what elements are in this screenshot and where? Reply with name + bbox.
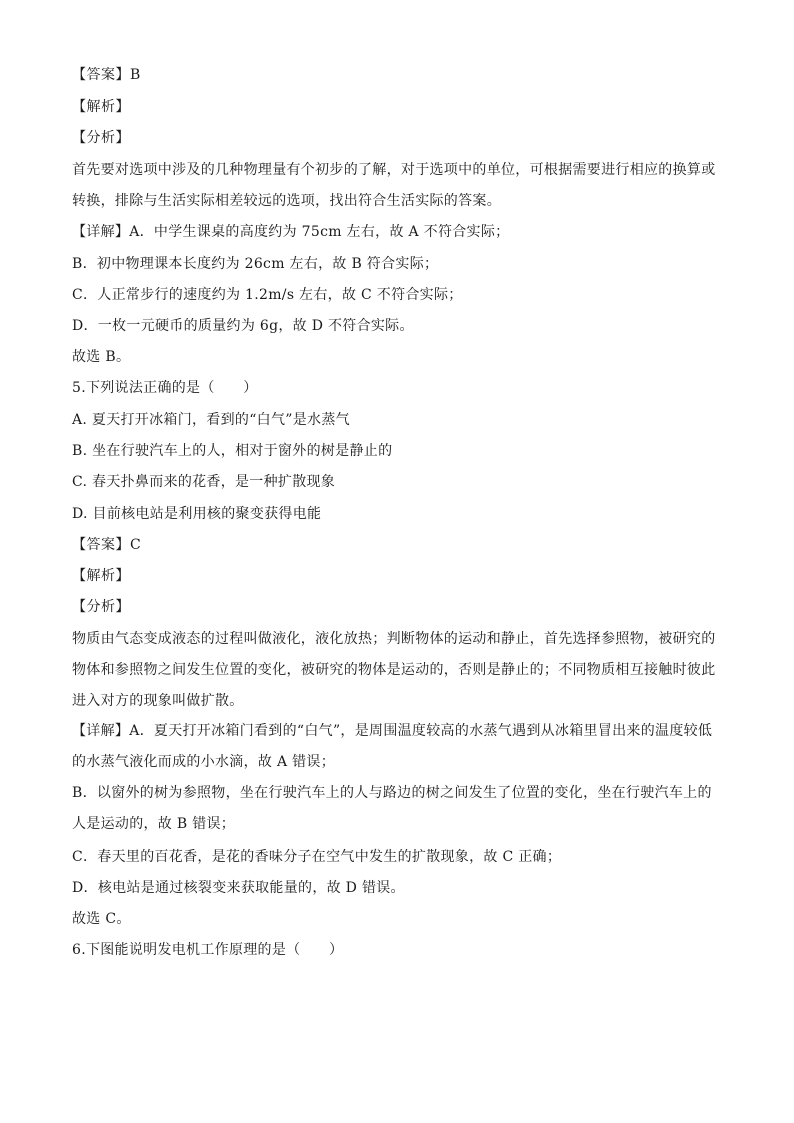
q5-option-d: D. 目前核电站是利用核的聚变获得电能 [72, 506, 322, 522]
q4-fenxi-label: 【分析】 [72, 130, 130, 146]
q4-detail-a: 【详解】A．中学生课桌的高度约为 75cm 左右，故 A 不符合实际； [72, 224, 510, 240]
q5-detail-c: C．春天里的百花香，是花的香味分子在空气中发生的扩散现象，故 C 正确； [72, 849, 562, 865]
q4-conclusion: 故选 B。 [72, 349, 131, 365]
q5-option-c: C. 春天扑鼻而来的花香，是一种扩散现象 [72, 474, 336, 490]
q4-answer: 【答案】B [72, 67, 141, 83]
q5-conclusion: 故选 C。 [72, 911, 131, 927]
q5-fenxi-text: 物质由气态变成液态的过程叫做液化，液化放热；判断物体的运动和静止，首先选择参照物，被研究的物体和参照物之间发生位置的变化，被研究的物体是运动的，否则是静止的；不同物质相互接触时彼此进入对方的现象叫做扩散。 [72, 631, 716, 709]
q6-stem: 6.下图能说明发电机工作原理的是（ ） [72, 942, 344, 958]
q5-option-b: B. 坐在行驶汽车上的人，相对于窗外的树是静止的 [72, 443, 393, 459]
q5-detail-b: B．以窗外的树为参照物，坐在行驶汽车上的人与路边的树之间发生了位置的变化，坐在行驶汽车上的人是运动的，故 B 错误； [72, 785, 712, 832]
q5-fenxi-label: 【分析】 [72, 599, 130, 615]
q5-detail-d: D．核电站是通过核裂变来获取能量的，故 D 错误。 [72, 880, 405, 896]
q4-jiexi-label: 【解析】 [72, 99, 130, 115]
q4-detail-d: D．一枚一元硬币的质量约为 6g，故 D 不符合实际。 [72, 318, 414, 334]
q5-stem: 5.下列说法正确的是（ ） [72, 380, 258, 396]
q4-fenxi-text: 首先要对选项中涉及的几种物理量有个初步的了解，对于选项中的单位，可根据需要进行相应的换算或转换，排除与生活实际相差较远的选项，找出符合生活实际的答案。 [72, 162, 716, 209]
q5-answer: 【答案】C [72, 537, 142, 553]
q4-detail-b: B．初中物理课本长度约为 26cm 左右，故 B 符合实际； [72, 256, 439, 272]
q4-detail-c: C．人正常步行的速度约为 1.2m/s 左右，故 C 不符合实际； [72, 287, 463, 303]
q5-detail-a: 【详解】A．夏天打开冰箱门看到的“白气”，是周围温度较高的水蒸气遇到从冰箱里冒出来的温度较低的水蒸气液化而成的小水滴，故 A 错误； [72, 723, 713, 770]
q5-option-a: A. 夏天打开冰箱门，看到的“白气”是水蒸气 [72, 412, 350, 428]
q5-jiexi-label: 【解析】 [72, 568, 130, 584]
